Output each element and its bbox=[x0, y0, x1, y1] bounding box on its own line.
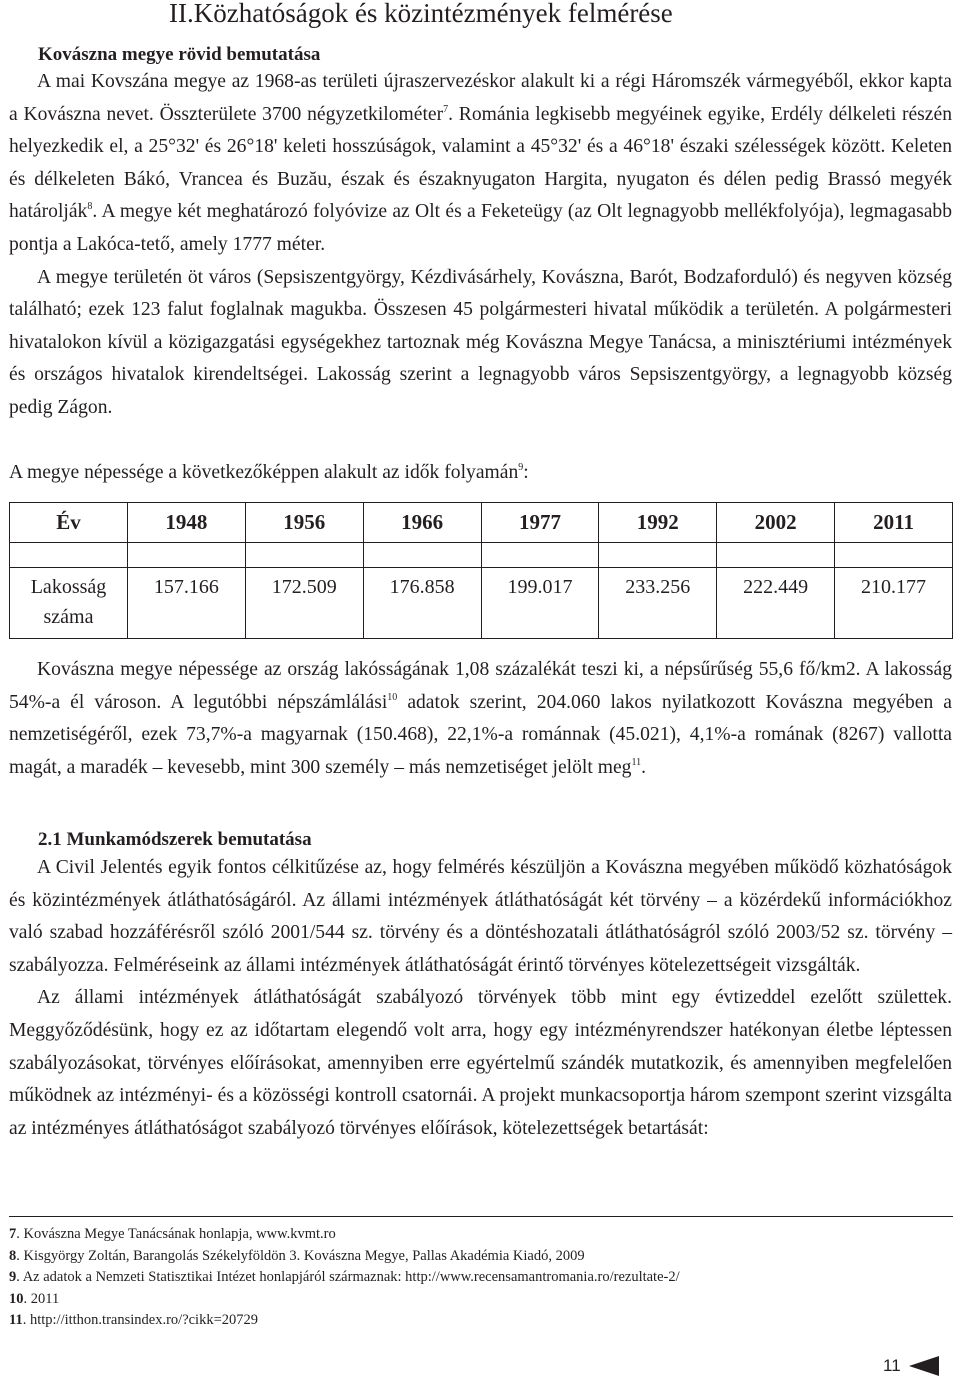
arrow-left-icon bbox=[909, 1356, 939, 1376]
table-row bbox=[10, 568, 953, 639]
year-cell: 1977 bbox=[481, 503, 599, 543]
population-value: 210.177 bbox=[835, 568, 953, 639]
year-cell: 1992 bbox=[599, 503, 717, 543]
methods-paragraph-2: Az állami intézmények átláthatóságát szabályozó törvények több mint egy évtizeddel ezelőtt születtek. Meggyőződésünk, hogy ez az időtartam elegendő volt arra, hogy egy intézményrendszer hatékonyan életbe léptessen szabályozásokat, törvényes előírásokat, amennyiben erre egyértelmű szándék mutatkozik, és amennyiben megfelelően működnek az intézményi- és a közösségi kontroll csatornái. A projekt munkacsoportja három szempont szerint vizsgálta az intézményes átláthatóságot szabályozó törvényes előírások, kötelezettségek betartását: bbox=[9, 987, 952, 1139]
population-value: 222.449 bbox=[717, 568, 835, 639]
year-cell: 2011 bbox=[835, 503, 953, 543]
population-value: 176.858 bbox=[363, 568, 481, 639]
footnote-item: 9. Az adatok a Nemzeti Statisztikai Intézet honlapjáról származnak: http://www.recensamantromania.ro/rezultate-2/ bbox=[9, 1269, 680, 1285]
year-cell: 2002 bbox=[717, 503, 835, 543]
year-header: Év bbox=[10, 503, 128, 543]
footnote-ref-7[interactable]: 7 bbox=[443, 103, 449, 115]
footnote-ref-8[interactable]: 8 bbox=[87, 201, 93, 213]
population-row-label: Lakosság száma bbox=[10, 568, 128, 639]
population-table bbox=[9, 502, 953, 639]
county-description bbox=[9, 66, 952, 425]
table-spacer-row bbox=[10, 543, 953, 568]
section-heading-methods: 2.1 Munkamódszerek bemutatása bbox=[38, 829, 312, 850]
footnote-item: 7. Kovászna Megye Tanácsának honlapja, www.kvmt.ro bbox=[9, 1226, 336, 1242]
population-value: 172.509 bbox=[245, 568, 363, 639]
footnote-ref-10[interactable]: 10 bbox=[387, 691, 398, 703]
section-heading-county: Kovászna megye rövid bemutatása bbox=[38, 44, 321, 65]
page-number: 11 bbox=[883, 1356, 901, 1375]
county-paragraph-1: A mai Kovszána megye az 1968-as területi újraszervezéskor alakult ki a régi Háromszék vármegyéből, ekkor kapta a Kovászna nevet. Összterülete 3700 négyzetkilométer$^7$. Románia legkisebb megyéinek egyike, Erdély délkeleti részén helyezkedik el, a 25°32' és 26°18' keleti hosszúságok, valamint a 45°32' és a 46°18' északi szélességek között. Keleten és délkeleten Bákó, Vrancea és Buzău, észak és északnyugaton Hargita, nyugaton és délen pedig Brassó megyék határolják$^8$. A megye két meghatározó folyóvize az Olt és a Feketeügy (az Olt legnagyobb mellékfolyója), legmagasabb pontja a Lakóca-tető, amely 1777 méter. bbox=[9, 71, 952, 255]
table-header-row bbox=[10, 503, 953, 543]
footnote-ref-9[interactable]: 9 bbox=[518, 462, 524, 473]
year-cell: 1966 bbox=[363, 503, 481, 543]
footnote-item: 10. 2011 bbox=[9, 1290, 60, 1307]
year-cell: 1948 bbox=[128, 503, 246, 543]
population-value: 233.256 bbox=[599, 568, 717, 639]
footnotes bbox=[9, 1224, 680, 1332]
footnote-ref-11[interactable]: 11 bbox=[631, 756, 642, 768]
population-value: 199.017 bbox=[481, 568, 599, 639]
footnote-item: 11. http://itthon.transindex.ro/?cikk=20729 bbox=[9, 1312, 259, 1328]
population-statistics bbox=[9, 654, 952, 784]
page-title: II.Közhatóságok és közintézmények felmérése bbox=[169, 0, 673, 28]
footnote-item: 8. Kisgyörgy Zoltán, Barangolás Székelyföldön 3. Kovászna Megye, Pallas Akadémia Kiadó, 2009 bbox=[9, 1247, 585, 1264]
statistics-paragraph: Kovászna megye népessége az ország lakósságának 1,08 százalékát teszi ki, a népsűrűség 55,6 fő/km2. A lakosság 54%-a él városon. A legutóbbi népszámlálási$^{10}$ adatok szerint, 204.060 lakos nyilatkozott Kovászna megyében a nemzetiségéről, ezek 73,7%-a magyarnak (150.468), 22,1%-a románnak (45.021), 4,1%-a romának (8267) vallotta magát, a maradék – kevesebb, mint 300 személy – más nemzetiséget jelölt meg$^{11}$. bbox=[9, 659, 952, 778]
methods-description bbox=[9, 852, 952, 1145]
population-value: 157.166 bbox=[128, 568, 246, 639]
county-paragraph-2: A megye területén öt város (Sepsiszentgyörgy, Kézdivásárhely, Kovászna, Barót, Bodzaforduló) és negyven község található; ezek 123 falut foglalnak magukba. Összesen 45 polgármesteri hivatal működik a területén. A polgármesteri hivatalokon kívül a közigazgatási egységekhez tartoznak még Kovászna Megye Tanácsa, a minisztériumi intézmények és országos hivatalok kirendeltségei. Lakosság szerint a legnagyobb város Sepsiszentgyörgy, a legnagyobb község pedig Zágon. bbox=[9, 266, 952, 418]
methods-paragraph-1: A Civil Jelentés egyik fontos célkitűzése az, hogy felmérés készüljön a Kovászna megyében működő közhatóságok és közintézmények átláthatóságáról. Az állami intézmények átláthatóságát két törvény – a közérdekű információkhoz való szabad hozzáférésről szóló 2001/544 sz. törvény és a döntéshozatali átláthatóságról szóló 2003/52 sz. törvény – szabályozza. Felméréseink az állami intézmények átláthatóságát érintő törvényes kötelezettségeit vizsgálták. bbox=[9, 857, 952, 976]
footnote-divider bbox=[9, 1216, 953, 1217]
year-cell: 1956 bbox=[245, 503, 363, 543]
population-intro: A megye népessége a következőképpen alakult az idők folyamán$^9$: bbox=[9, 462, 529, 483]
